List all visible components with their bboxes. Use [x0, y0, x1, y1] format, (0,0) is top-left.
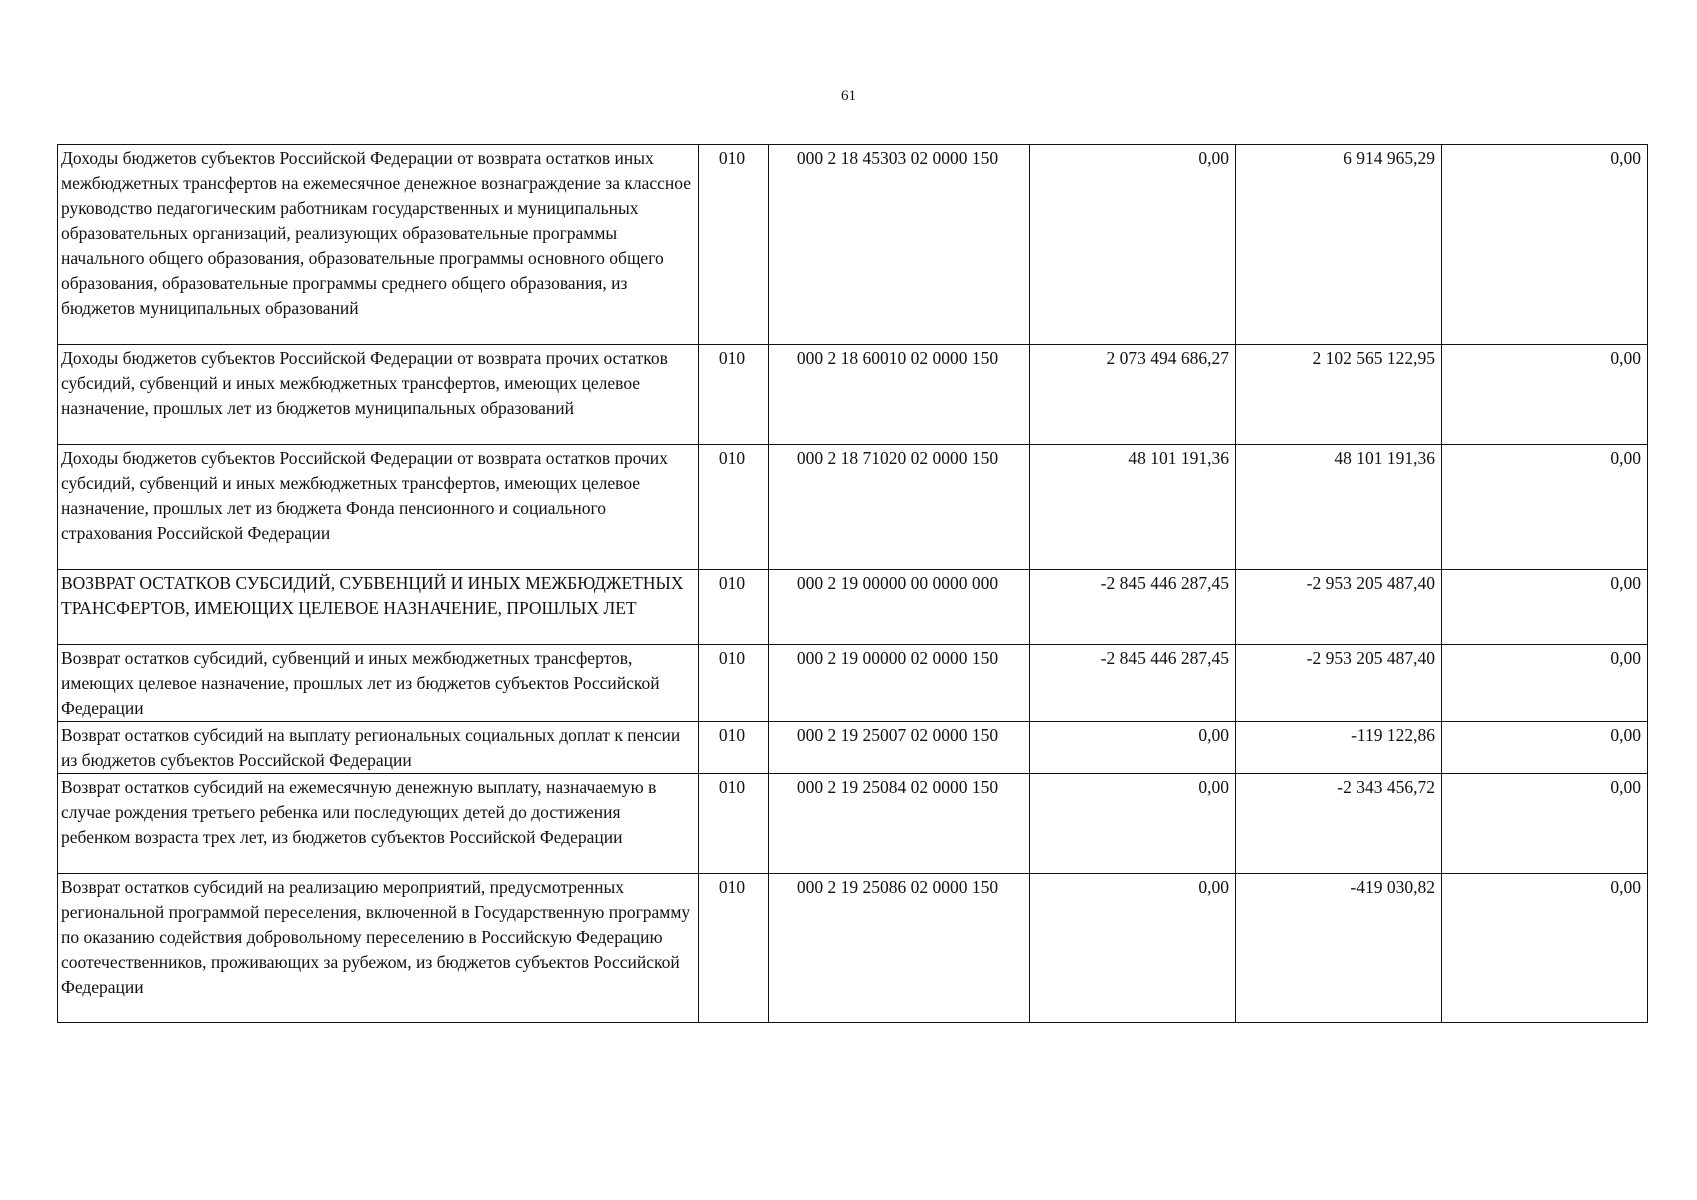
row-budget-code-cell: 000 2 18 45303 02 0000 150	[769, 145, 1030, 345]
row-value-1-cell: -2 845 446 287,45	[1030, 645, 1236, 722]
row-name-cell: ВОЗВРАТ ОСТАТКОВ СУБСИДИЙ, СУБВЕНЦИЙ И ИНЫХ МЕЖБЮДЖЕТНЫХ ТРАНСФЕРТОВ, ИМЕЮЩИХ ЦЕЛЕВОЕ НАЗНАЧЕНИЕ, ПРОШЛЫХ ЛЕТ	[58, 570, 699, 645]
row-admin-code-cell: 010	[699, 874, 769, 1023]
row-admin-code-cell: 010	[699, 145, 769, 345]
row-name-cell: Возврат остатков субсидий на ежемесячную денежную выплату, назначаемую в случае рождения третьего ребенка или последующих детей до достижения ребенком возраста трех лет, из бюджетов субъектов Российской Федерации	[58, 774, 699, 874]
row-name-cell: Возврат остатков субсидий, субвенций и иных межбюджетных трансфертов, имеющих целевое назначение, прошлых лет из бюджетов субъектов Российской Федерации	[58, 645, 699, 722]
row-value-3-cell: 0,00	[1442, 645, 1648, 722]
row-value-2-cell: -419 030,82	[1236, 874, 1442, 1023]
row-value-2-cell: -119 122,86	[1236, 722, 1442, 774]
table-row	[58, 722, 1648, 774]
table-row	[58, 774, 1648, 874]
row-value-2-cell: -2 953 205 487,40	[1236, 645, 1442, 722]
row-value-3-cell: 0,00	[1442, 874, 1648, 1023]
row-value-2-cell: 48 101 191,36	[1236, 445, 1442, 570]
row-budget-code-cell: 000 2 19 25086 02 0000 150	[769, 874, 1030, 1023]
row-admin-code-cell: 010	[699, 570, 769, 645]
row-name-cell: Возврат остатков субсидий на реализацию мероприятий, предусмотренных региональной программой переселения, включенной в Государственную программу по оказанию содействия добровольному переселению в Российскую Федерацию соотечественников, проживающих за рубежом, из бюджетов субъектов Российской Федерации	[58, 874, 699, 1023]
row-value-2-cell: -2 343 456,72	[1236, 774, 1442, 874]
row-name-cell: Доходы бюджетов субъектов Российской Федерации от возврата остатков прочих субсидий, субвенций и иных межбюджетных трансфертов, имеющих целевое назначение, прошлых лет из бюджета Фонда пенсионного и социального страхования Российской Федерации	[58, 445, 699, 570]
row-admin-code-cell: 010	[699, 774, 769, 874]
row-value-3-cell: 0,00	[1442, 445, 1648, 570]
row-value-3-cell: 0,00	[1442, 145, 1648, 345]
row-value-3-cell: 0,00	[1442, 345, 1648, 445]
row-admin-code-cell: 010	[699, 722, 769, 774]
table-row	[58, 345, 1648, 445]
row-value-1-cell: 0,00	[1030, 145, 1236, 345]
row-value-1-cell: 0,00	[1030, 722, 1236, 774]
row-admin-code-cell: 010	[699, 645, 769, 722]
row-budget-code-cell: 000 2 19 25007 02 0000 150	[769, 722, 1030, 774]
row-value-1-cell: 48 101 191,36	[1030, 445, 1236, 570]
page-number: 61	[841, 88, 856, 104]
row-value-2-cell: 2 102 565 122,95	[1236, 345, 1442, 445]
row-name-cell: Доходы бюджетов субъектов Российской Федерации от возврата остатков иных межбюджетных трансфертов на ежемесячное денежное вознаграждение за классное руководство педагогическим работникам государственных и муниципальных образовательных организаций, реализующих образовательные программы начального общего образования, образовательные программы основного общего образования, образовательные программы среднего общего образования, из бюджетов муниципальных образований	[58, 145, 699, 345]
table-row	[58, 445, 1648, 570]
row-budget-code-cell: 000 2 19 00000 02 0000 150	[769, 645, 1030, 722]
table-row	[58, 145, 1648, 345]
budget-table	[57, 144, 1648, 1023]
row-value-3-cell: 0,00	[1442, 570, 1648, 645]
row-budget-code-cell: 000 2 18 60010 02 0000 150	[769, 345, 1030, 445]
row-value-1-cell: 0,00	[1030, 774, 1236, 874]
table-row	[58, 874, 1648, 1023]
row-value-1-cell: -2 845 446 287,45	[1030, 570, 1236, 645]
table-row	[58, 570, 1648, 645]
row-name-cell: Доходы бюджетов субъектов Российской Федерации от возврата прочих остатков субсидий, субвенций и иных межбюджетных трансфертов, имеющих целевое назначение, прошлых лет из бюджетов муниципальных образований	[58, 345, 699, 445]
row-value-2-cell: -2 953 205 487,40	[1236, 570, 1442, 645]
row-value-3-cell: 0,00	[1442, 722, 1648, 774]
row-name-cell: Возврат остатков субсидий на выплату региональных социальных доплат к пенсии из бюджетов субъектов Российской Федерации	[58, 722, 699, 774]
row-value-2-cell: 6 914 965,29	[1236, 145, 1442, 345]
row-value-1-cell: 0,00	[1030, 874, 1236, 1023]
row-admin-code-cell: 010	[699, 445, 769, 570]
row-admin-code-cell: 010	[699, 345, 769, 445]
row-value-3-cell: 0,00	[1442, 774, 1648, 874]
row-budget-code-cell: 000 2 19 00000 00 0000 000	[769, 570, 1030, 645]
table-row	[58, 645, 1648, 722]
row-budget-code-cell: 000 2 18 71020 02 0000 150	[769, 445, 1030, 570]
row-value-1-cell: 2 073 494 686,27	[1030, 345, 1236, 445]
row-budget-code-cell: 000 2 19 25084 02 0000 150	[769, 774, 1030, 874]
